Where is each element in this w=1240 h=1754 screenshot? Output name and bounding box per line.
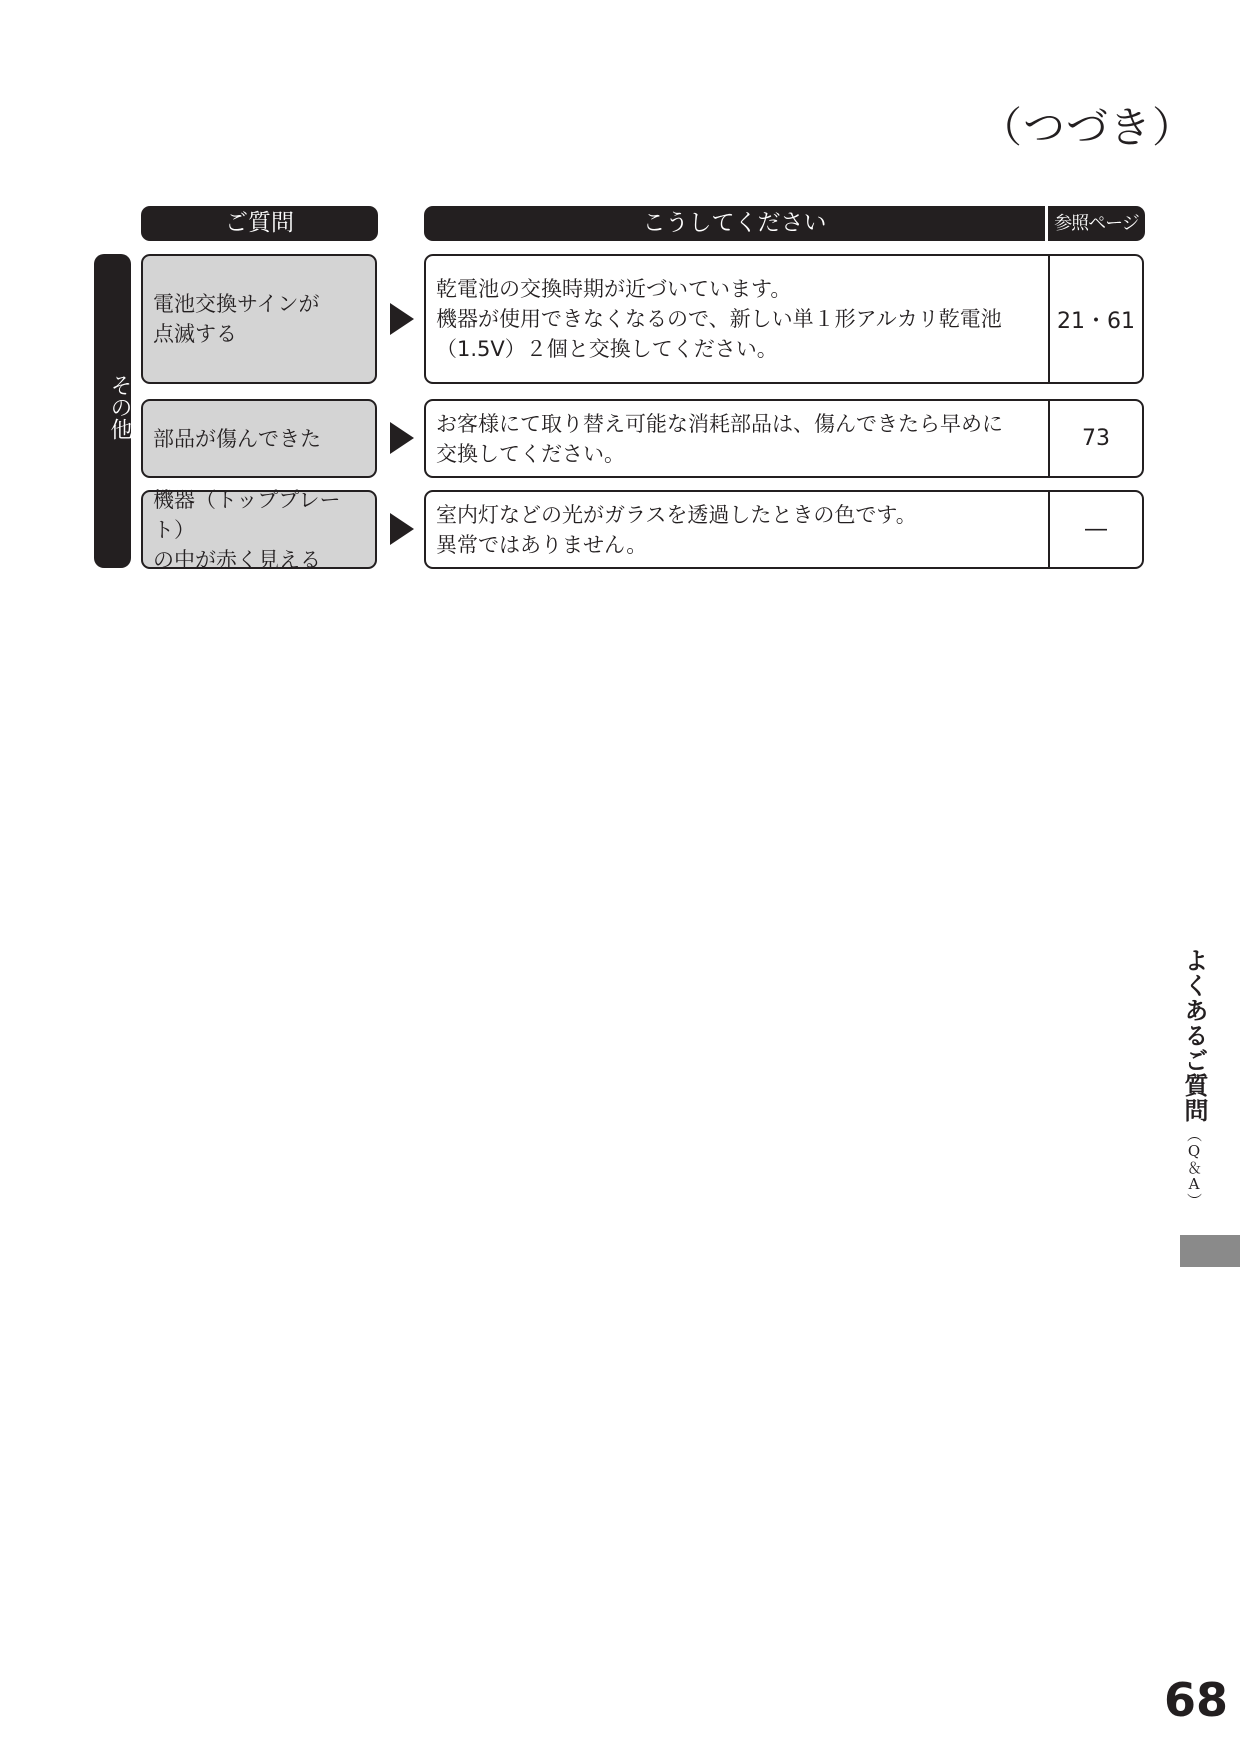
answer-box-parts-worn: [424, 399, 1144, 478]
category-tab: [94, 254, 131, 568]
question-text: 部品が傷んできた: [153, 426, 321, 451]
answer-box-battery-sign: [424, 254, 1144, 384]
arrow-right-icon: [390, 513, 414, 545]
question-box-battery-sign: [141, 254, 377, 384]
answer-text: お客様にて取り替え可能な消耗部品は、傷んできたら早めに 交換してください。: [426, 401, 1050, 476]
reference-page: 21・61: [1057, 308, 1135, 334]
question-box-red-glow: [141, 487, 377, 572]
chapter-title: よくあるご質問: [1180, 948, 1209, 1123]
question-box-parts-worn: [141, 399, 377, 478]
chapter-subtitle: （Q＆A）: [1185, 1127, 1203, 1208]
chapter-label: [1176, 948, 1212, 1208]
reference-page: 73: [1082, 426, 1110, 451]
answer-text: 室内灯などの光がガラスを透過したときの色です。 異常ではありません。: [426, 492, 1050, 567]
arrow-right-icon: [390, 303, 414, 335]
answer-text: 乾電池の交換時期が近づいています。 機器が使用できなくなるので、新しい単１形アルカリ乾電池 （1.5V）２個と交換してください。: [426, 256, 1050, 382]
header-reference-page: 参照ページ: [1048, 206, 1145, 241]
question-text: 電池交換サインが 点滅する: [153, 292, 320, 346]
header-question: ご質問: [141, 206, 378, 241]
header-answer: こうしてください: [424, 206, 1045, 241]
continued-label: （つづき）: [980, 103, 1196, 152]
question-text: 機器（トッププレート） の中が赤く見える: [153, 487, 341, 572]
chapter-index-bar: [1180, 1235, 1240, 1267]
reference-page: ―: [1085, 517, 1107, 542]
category-label: その他: [107, 374, 132, 440]
arrow-right-icon: [390, 422, 414, 454]
answer-box-red-glow: [424, 490, 1144, 569]
page-number: 68: [1163, 1673, 1228, 1727]
